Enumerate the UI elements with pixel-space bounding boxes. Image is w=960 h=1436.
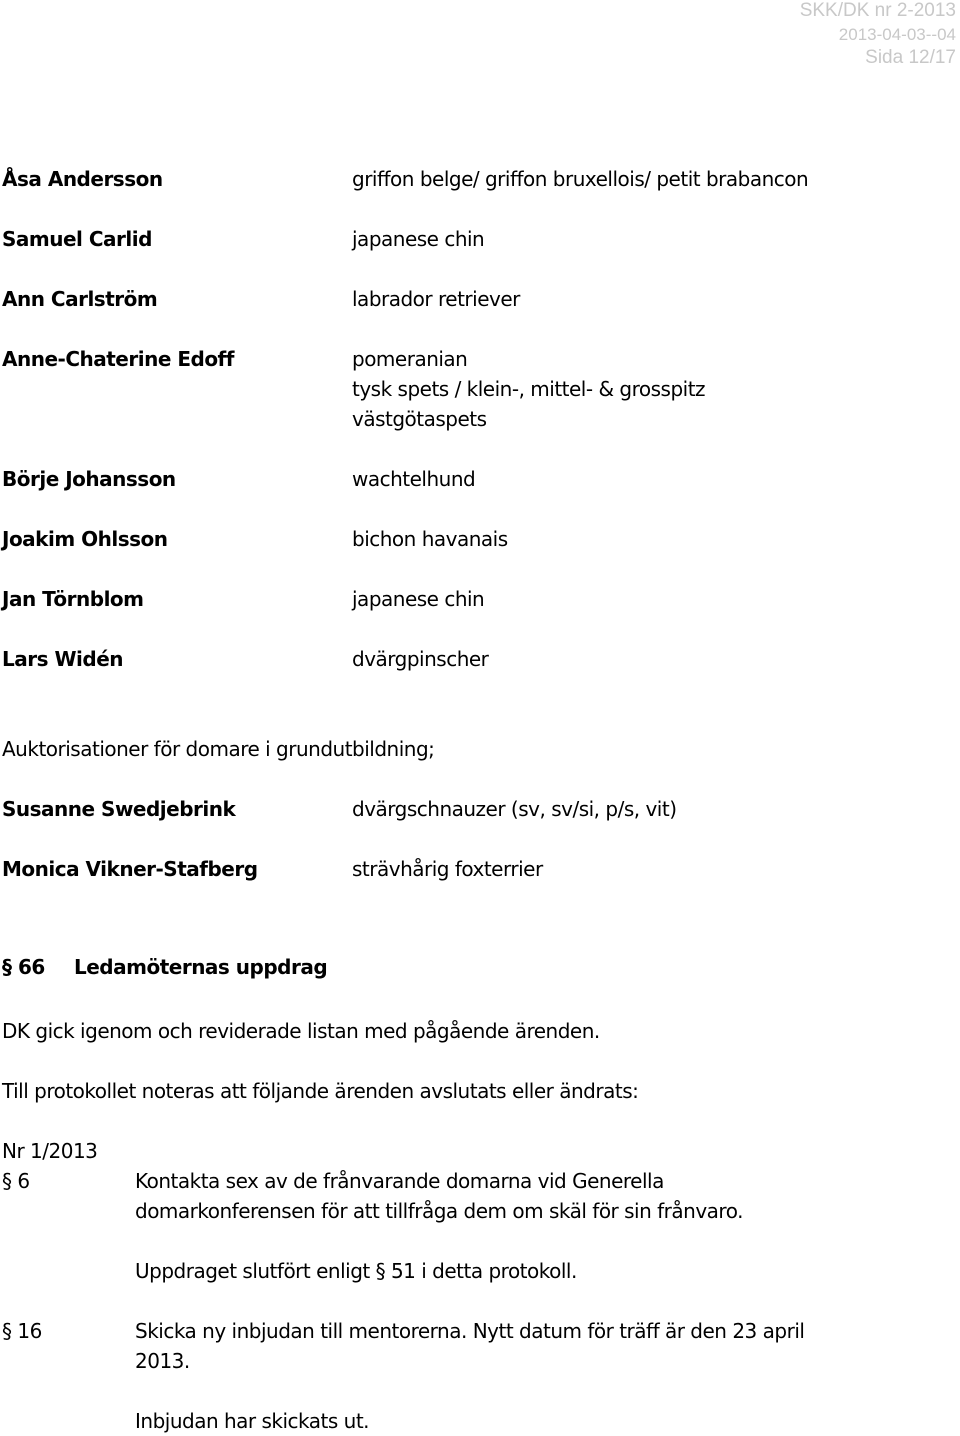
- document-id: SKK/DK nr 2-2013: [799, 0, 956, 21]
- breed-name: wachtelhund: [352, 467, 476, 491]
- trainee-breed-name: dvärgschnauzer (sv, sv/si, p/s, vit): [352, 797, 677, 821]
- item-paragraph: § 16: [2, 1319, 42, 1343]
- trainee-breed-name: strävhårig foxterrier: [352, 857, 543, 881]
- page-number: Sida 12/17: [865, 47, 956, 68]
- item-text: Skicka ny inbjudan till mentorerna. Nytt datum för träff är den 23 april: [135, 1319, 805, 1343]
- breed-name: japanese chin: [352, 587, 485, 611]
- item-paragraph: § 6: [2, 1169, 30, 1193]
- judge-name: Åsa Andersson: [2, 167, 163, 191]
- judge-name: Joakim Ohlsson: [2, 527, 168, 551]
- protocol-number: Nr 1/2013: [2, 1139, 98, 1163]
- section-number: § 66: [2, 955, 45, 979]
- trainee-judge-name: Monica Vikner-Stafberg: [2, 857, 258, 881]
- judge-name: Jan Törnblom: [2, 587, 144, 611]
- judge-name: Anne-Chaterine Edoff: [2, 347, 234, 371]
- breed-name: bichon havanais: [352, 527, 508, 551]
- item-status: Inbjudan har skickats ut.: [135, 1409, 370, 1433]
- training-heading: Auktorisationer för domare i grundutbildning;: [2, 737, 435, 761]
- section-title: Ledamöternas uppdrag: [74, 955, 328, 979]
- document-date: 2013-04-03--04: [838, 25, 956, 44]
- item-text: 2013.: [135, 1349, 190, 1373]
- section-text: Till protokollet noteras att följande ärenden avslutats eller ändrats:: [2, 1079, 639, 1103]
- judge-name: Ann Carlström: [2, 287, 158, 311]
- item-status: Uppdraget slutfört enligt § 51 i detta protokoll.: [135, 1259, 577, 1283]
- breed-name: japanese chin: [352, 227, 485, 251]
- breed-name: griffon belge/ griffon bruxellois/ petit brabancon: [352, 167, 809, 191]
- trainee-judge-name: Susanne Swedjebrink: [2, 797, 236, 821]
- item-text: Kontakta sex av de frånvarande domarna vid Generella: [135, 1169, 664, 1193]
- breed-name: pomeranian: [352, 347, 468, 371]
- breed-name: västgötaspets: [352, 407, 487, 431]
- breed-name: labrador retriever: [352, 287, 520, 311]
- judge-name: Börje Johansson: [2, 467, 176, 491]
- judge-name: Lars Widén: [2, 647, 124, 671]
- section-text: DK gick igenom och reviderade listan med pågående ärenden.: [2, 1019, 600, 1043]
- item-text: domarkonferensen för att tillfråga dem om skäl för sin frånvaro.: [135, 1199, 743, 1223]
- judge-name: Samuel Carlid: [2, 227, 152, 251]
- breed-name: tysk spets / klein-, mittel- & grosspitz: [352, 377, 706, 401]
- breed-name: dvärgpinscher: [352, 647, 489, 671]
